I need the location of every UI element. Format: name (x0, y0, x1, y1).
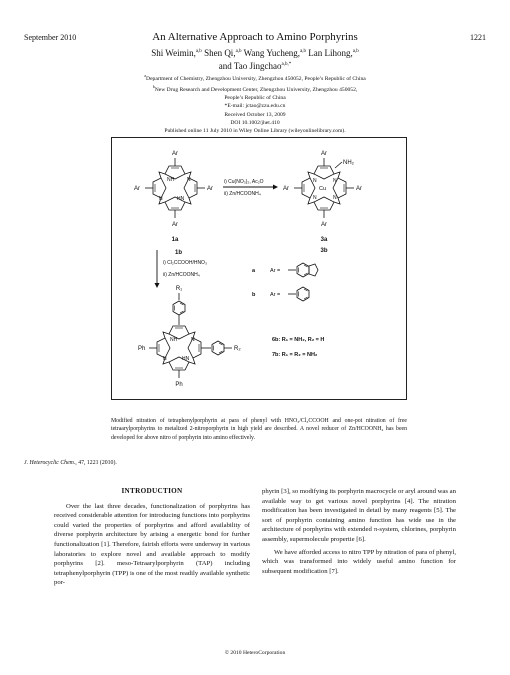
ar-equals: Ar = (270, 292, 281, 298)
ar-label: Ar (283, 186, 289, 192)
intro-paragraph-2: We have afforded access to nitro TPP by nitration of para of phenyl, which was transformed into widely useful amino function for subsequent modification [7]. (262, 548, 456, 575)
affiliations (0, 72, 510, 135)
compound-label: 1a (171, 237, 179, 243)
n-label: N (163, 356, 167, 362)
n-label: N (333, 178, 337, 184)
affiliation-text: New Drug Research and Development Center, Zhengzhou University, Zhengzhou 450052, (154, 86, 358, 93)
running-head (24, 33, 486, 47)
published-online: Published online 11 July 2010 in Wiley Online Library (wileyonlinelibrary.com). (164, 127, 346, 134)
n-label: N (187, 177, 191, 183)
nh-label: NH (167, 177, 175, 183)
reagent-step: i) Cl₂CCOOH/HNO₃ (163, 260, 207, 266)
page-number: 1221 (470, 33, 486, 42)
author-name: Shi Weimin, (151, 48, 196, 58)
author-list (0, 46, 510, 72)
ar-label: Ar (356, 186, 362, 192)
amino-label: NH₂ (343, 160, 354, 166)
porphyrin-3 (283, 151, 362, 254)
corresponding-email: *E-mail: jctao@zzu.edu.cn (224, 103, 286, 110)
reaction-arrow-2 (155, 250, 207, 288)
ar-label: Ar (134, 186, 140, 192)
author-name: and Tao Jingchao (218, 61, 282, 71)
section-heading: INTRODUCTION (121, 487, 183, 495)
ar-label: Ar (321, 222, 327, 228)
n-label: N (313, 178, 317, 184)
cu-label: Cu (319, 186, 327, 192)
ar-definition-b (252, 287, 309, 301)
ar-label: Ar (321, 151, 327, 157)
compound-label: 3b (320, 248, 328, 254)
n-label: N (333, 195, 337, 201)
left-column (54, 487, 250, 591)
variant-label: a (252, 268, 256, 274)
r2-label: R₂ (234, 346, 241, 352)
n-label: N (313, 195, 317, 201)
affiliation-text: Department of Chemistry, Zhengzhou University, Zhengzhou 450052, People’s Republic of China (146, 75, 366, 82)
affiliation-sup: a (144, 73, 147, 78)
porphyrin-product (138, 286, 241, 388)
article-title: An Alternative Approach to Amino Porphyrins (152, 31, 358, 43)
ar-definition-a (252, 263, 318, 277)
porphyrin-1 (134, 151, 213, 243)
hn-label: HN (177, 196, 185, 202)
affiliation-b-cont: People’s Republic of China (224, 95, 286, 102)
nh-label: NH (170, 337, 178, 343)
intro-paragraph-1: Over the last three decades, functionalization of porphyrins has received considerable attention for introducing functions into porphyrins could varied the properties of porphyrins and afford availability of diverse porphyrin architecture by arising a energetic bond for further functionalization [1]. Therefore, fairish efforts were underway in various laboratories to explore novel and available approach to modify porphyrins [2]. meso-Tetraarylporphyrin (TAP) including tetraphenylporphyrin (TPP) is one of the most readily available synthetic por- (54, 502, 250, 587)
product-6b: 6b: R₁ = NH₂, R₂ = H (272, 337, 325, 343)
ar-equals: Ar = (270, 268, 281, 274)
author-sup: a,b,* (281, 62, 292, 67)
author-line-1 (0, 46, 510, 59)
reaction-scheme (111, 137, 407, 400)
product-legend (272, 337, 324, 358)
reagent-step: ii) Zn/HCOONH₄ (224, 191, 261, 197)
product-7b: 7b: R₁ = R₂ = NH₂ (272, 352, 318, 358)
abstract-caption: Modified nitration of tetraphenylporphyrin at para of phenyl with HNO₃/Cl₃CCOOH and one-pot nitration of free tetraarylporphyrins to metalized 2-nitroporphyrin in high yield are described. A novel reducer of Zn/HCOONH₄ has been developed for above nitro of porphyrin into amino effectively. (111, 418, 407, 441)
author-sup: a,b (300, 49, 307, 54)
journal-name: J. Heterocyclic Chem. (24, 460, 76, 466)
citation-details: , 47, 1221 (2010). (75, 460, 117, 466)
author-sup: a,b (352, 49, 359, 54)
author-name: Wang Yucheng, (241, 48, 301, 58)
affiliation-b (0, 83, 510, 94)
copyright-footer: © 2010 HeteroCorporation (224, 650, 286, 656)
citation (24, 460, 117, 466)
ph-label: Ph (175, 382, 183, 388)
compound-label: 1b (175, 250, 183, 256)
ph-label: Ph (138, 346, 146, 352)
variant-label: b (252, 292, 256, 298)
author-name: Shen Qi, (201, 48, 236, 58)
received-date: Received October 13, 2009 (224, 111, 286, 118)
affiliation-a (0, 72, 510, 83)
intro-paragraph-1-cont: phyrin [3], so modifying its porphyrin macrocycle or aryl around was an available way to get various novel porphyrins [4]. The nitration modification has been investigated in detail by many reagents [5]. The sort of porphyrin containing amino function has wide use in the architecture of porphyrins with extended π-system, chlorines, porphyrin assembly, supermolecule propertie [6]. (262, 488, 456, 543)
ar-label: Ar (172, 222, 178, 228)
reagent-step: i) Cu(NO₃)₂, Ac₂O (224, 179, 264, 185)
author-sup: a,b (235, 49, 242, 54)
compound-label: 3a (320, 237, 328, 243)
r1-label: R₁ (175, 286, 183, 292)
n-label: N (159, 196, 163, 202)
reagent-step: ii) Zn/HCOONH₄ (163, 272, 200, 278)
issue-date: September 2010 (24, 33, 77, 42)
right-column (262, 487, 456, 579)
author-line-2 (0, 59, 510, 72)
reaction-arrow-1 (223, 179, 278, 197)
scheme-svg (112, 138, 406, 399)
n-label: N (191, 337, 195, 343)
author-sup: a,b (195, 49, 202, 54)
ar-label: Ar (207, 186, 213, 192)
affiliation-sup: b (152, 84, 155, 90)
author-name: Lan Lihong, (306, 48, 353, 58)
hn-label: HN (182, 356, 190, 362)
doi: DOI 10.1002/jhet.410 (230, 119, 280, 126)
ar-label: Ar (172, 151, 178, 157)
